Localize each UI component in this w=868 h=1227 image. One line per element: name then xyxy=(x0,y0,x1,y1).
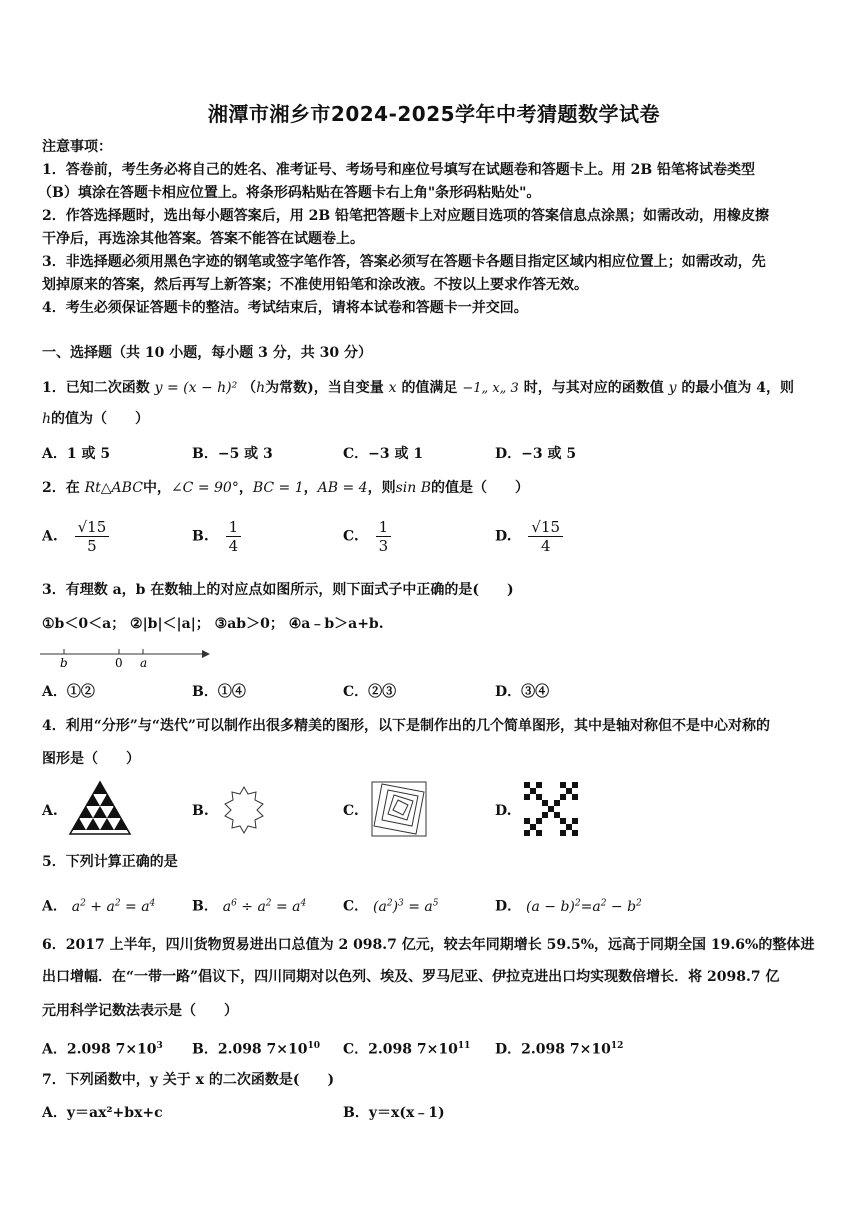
q2-text-d: ， xyxy=(303,480,318,496)
q2-text-f: 的值是（ ） xyxy=(431,480,529,496)
q5-option-d[interactable] xyxy=(495,893,642,917)
q7-option-b[interactable]: B．y＝x(x﹣1) xyxy=(343,1105,445,1121)
q2-ab: AB = 4 xyxy=(317,480,368,496)
q4-option-a-label[interactable]: A. xyxy=(42,803,58,819)
q1-range: −1„ x„ 3 xyxy=(462,381,519,396)
q5-option-c-label: C． xyxy=(343,898,369,915)
notice-line-4: 干净后，再选涂其他答案。答案不能答在试题卷上。 xyxy=(42,231,364,247)
q6-stem-line2: 出口增幅．在“一带一路”倡议下，四川同期对以色列、埃及、罗马尼亚、伊拉克进出口均实现数倍增长．将 2098.7 亿 xyxy=(42,969,780,985)
q5-option-a-formula: $a^2 + a^2 = a^4$ xyxy=(71,898,156,915)
q1-option-c[interactable]: C．−3 或 1 xyxy=(343,446,424,462)
q1-option-d[interactable]: D．−3 或 5 xyxy=(495,446,577,462)
q7-option-a[interactable]: A．y＝ax²+bx+c xyxy=(42,1105,163,1121)
q5-option-a-label: A． xyxy=(42,898,67,915)
q3-stem: 3．有理数 a，b 在数轴上的对应点如图所示，则下面式子中正确的是( ) xyxy=(42,582,514,598)
q2-d-num: √15 xyxy=(528,518,563,537)
q2-sin: sin B xyxy=(395,480,431,496)
q2-option-b[interactable] xyxy=(192,518,241,555)
axis-label-b: b xyxy=(60,656,68,670)
q2-option-c[interactable] xyxy=(343,518,391,555)
q4-stem-line2: 图形是（ ） xyxy=(42,751,140,767)
notice-line-5: 3．非选择题必须用黑色字迹的钢笔或签字笔作答，答案必须写在答题卡各题目指定区域内相应位置上；如需改动，先 xyxy=(42,254,766,270)
q2-option-d-fraction xyxy=(528,518,563,555)
q2-option-d-label: D. xyxy=(495,528,512,545)
q4-option-c-label[interactable]: C. xyxy=(343,803,359,819)
q1-option-a[interactable]: A．1 或 5 xyxy=(42,446,111,462)
number-line-figure xyxy=(40,644,210,670)
q5-option-b-formula: $a^6 \div a^2 = a^4$ xyxy=(222,898,307,915)
q6-option-d-text: D．2.098 7×10 xyxy=(495,1041,611,1058)
q3-option-d[interactable]: D．③④ xyxy=(495,684,550,700)
q1-h-2: h xyxy=(42,411,52,427)
q1-text-line2: 的值为（ ） xyxy=(51,411,150,427)
notice-line-7: 4．考生必须保证答题卡的整洁。考试结束后，请将本试卷和答题卡一并交回。 xyxy=(42,300,528,316)
q6-option-a-exp: 3 xyxy=(156,1041,163,1051)
q6-option-c-exp: 11 xyxy=(457,1041,471,1051)
q5-option-b[interactable] xyxy=(192,893,306,917)
q6-option-d-exp: 12 xyxy=(610,1041,624,1051)
q2-angle: ∠C = 90° xyxy=(170,480,239,496)
q2-b-num: 1 xyxy=(226,518,242,537)
number-line-arrow xyxy=(202,650,210,658)
koch-snowflake-figure[interactable] xyxy=(218,784,270,836)
q2-stem xyxy=(42,478,832,498)
q1-text-b: （ xyxy=(242,380,257,396)
page-title: 湘潭市湘乡市2024-2025学年中考猜题数学试卷 xyxy=(207,102,661,126)
q2-text-e: ，则 xyxy=(367,480,396,496)
q1-y: y xyxy=(668,380,677,396)
q2-option-c-fraction xyxy=(376,518,392,555)
q2-c-den: 3 xyxy=(378,537,389,555)
notice-line-1: 1．答卷前，考生务必将自己的姓名、准考证号、考场号和座位号填写在试题卷和答题卡上。用 2B 铅笔将试卷类型 xyxy=(42,162,756,178)
q2-option-b-fraction xyxy=(226,518,242,555)
q7-stem: 7．下列函数中，y 关于 x 的二次函数是( ) xyxy=(42,1072,335,1088)
q2-text-a: 2．在 xyxy=(42,480,80,496)
q6-option-a-text: A．2.098 7×10 xyxy=(42,1041,157,1058)
axis-label-0: 0 xyxy=(115,656,123,670)
q6-option-a[interactable] xyxy=(42,1036,163,1060)
q2-option-d[interactable] xyxy=(495,518,563,555)
q3-option-b[interactable]: B．①④ xyxy=(192,684,246,700)
sierpinski-triangle-figure[interactable] xyxy=(68,780,132,838)
q1-formula: y = (x − h)² xyxy=(154,380,238,396)
notice-line-3: 2．作答选择题时，选出每小题答案后，用 2B 铅笔把答题卡上对应题目选项的答案信息点涂黑；如需改动，用橡皮擦 xyxy=(42,208,770,224)
q1-text-f: 的最小值为 4，则 xyxy=(681,380,794,396)
q5-option-c-formula: $(a^2)^3 = a^5$ xyxy=(373,898,439,915)
section-heading: 一、选择题（共 10 小题，每小题 3 分，共 30 分） xyxy=(42,345,372,361)
q4-option-b-label[interactable]: B. xyxy=(192,803,209,819)
q6-option-d[interactable] xyxy=(495,1036,623,1060)
checker-fractal-figure[interactable] xyxy=(522,780,580,838)
nested-squares-figure[interactable] xyxy=(370,780,428,838)
q2-option-b-label: B. xyxy=(192,528,209,545)
q1-stem-line2 xyxy=(42,409,832,429)
q1-text-d: 的值满足 xyxy=(401,380,458,396)
q5-option-d-label: D． xyxy=(495,898,522,915)
q2-a-den: 5 xyxy=(87,537,97,555)
q1-x: x xyxy=(388,380,397,396)
q2-b-den: 4 xyxy=(228,537,239,555)
q1-text-c: 为常数)，当自变量 xyxy=(265,380,384,396)
q4-option-d-label[interactable]: D. xyxy=(495,803,512,819)
notice-line-6: 划掉原来的答案，然后再写上新答案；不准使用铅笔和涂改液。不按以上要求作答无效。 xyxy=(42,277,588,293)
q2-text-b: 中， xyxy=(142,480,171,496)
q6-option-c[interactable] xyxy=(343,1036,470,1060)
q3-option-c[interactable]: C．②③ xyxy=(343,684,397,700)
q2-triangle: Rt△ABC xyxy=(84,480,143,496)
q3-option-a[interactable]: A．①② xyxy=(42,684,95,700)
q1-text-e: 时，与其对应的函数值 xyxy=(523,380,664,396)
q2-option-a[interactable] xyxy=(42,518,109,555)
q1-h: h xyxy=(256,380,266,396)
notice-heading: 注意事项： xyxy=(42,139,112,155)
q3-statements: ①b＜0＜a； ②|b|＜|a|； ③ab＞0； ④a﹣b＞a+b. xyxy=(42,616,384,632)
q6-stem-line1: 6．2017 上半年，四川货物贸易进出口总值为 2 098.7 亿元，较去年同期增长 59.5%，远高于同期全国 19.6%的整体进 xyxy=(42,937,815,953)
q6-stem-line3: 元用科学记数法表示是（ ） xyxy=(42,1003,238,1019)
q6-option-b[interactable] xyxy=(192,1036,320,1060)
q5-stem: 5．下列计算正确的是 xyxy=(42,854,178,870)
q6-option-b-text: B．2.098 7×10 xyxy=(192,1041,308,1058)
q2-option-a-label: A. xyxy=(42,528,58,545)
q5-option-d-formula: $(a - b)^2=a^2 - b^2$ xyxy=(526,898,642,915)
q4-stem-line1: 4．利用“分形”与“迭代”可以制作出很多精美的图形，以下是制作出的几个简单图形，其中是轴对称但不是中心对称的 xyxy=(42,718,770,734)
q1-option-b[interactable]: B．−5 或 3 xyxy=(192,446,273,462)
q2-a-num: √15 xyxy=(75,518,110,537)
q2-option-a-fraction xyxy=(75,518,110,555)
q5-option-a[interactable] xyxy=(42,893,155,917)
q5-option-c[interactable] xyxy=(343,893,439,917)
q5-option-b-label: B． xyxy=(192,898,218,915)
q6-option-c-text: C．2.098 7×10 xyxy=(343,1041,458,1058)
notice-line-2: （B）填涂在答题卡相应位置上。将条形码粘贴在答题卡右上角"条形码粘贴处"。 xyxy=(38,185,541,201)
q1-text-a: 1．已知二次函数 xyxy=(42,380,150,396)
q2-c-num: 1 xyxy=(376,518,392,537)
q2-option-c-label: C. xyxy=(343,528,359,545)
q6-option-b-exp: 10 xyxy=(307,1041,321,1051)
axis-label-a: a xyxy=(140,656,148,670)
q2-d-den: 4 xyxy=(540,537,551,555)
q2-bc: BC = 1 xyxy=(252,480,304,496)
q1-stem xyxy=(42,378,832,399)
q2-text-c: ， xyxy=(238,480,253,496)
